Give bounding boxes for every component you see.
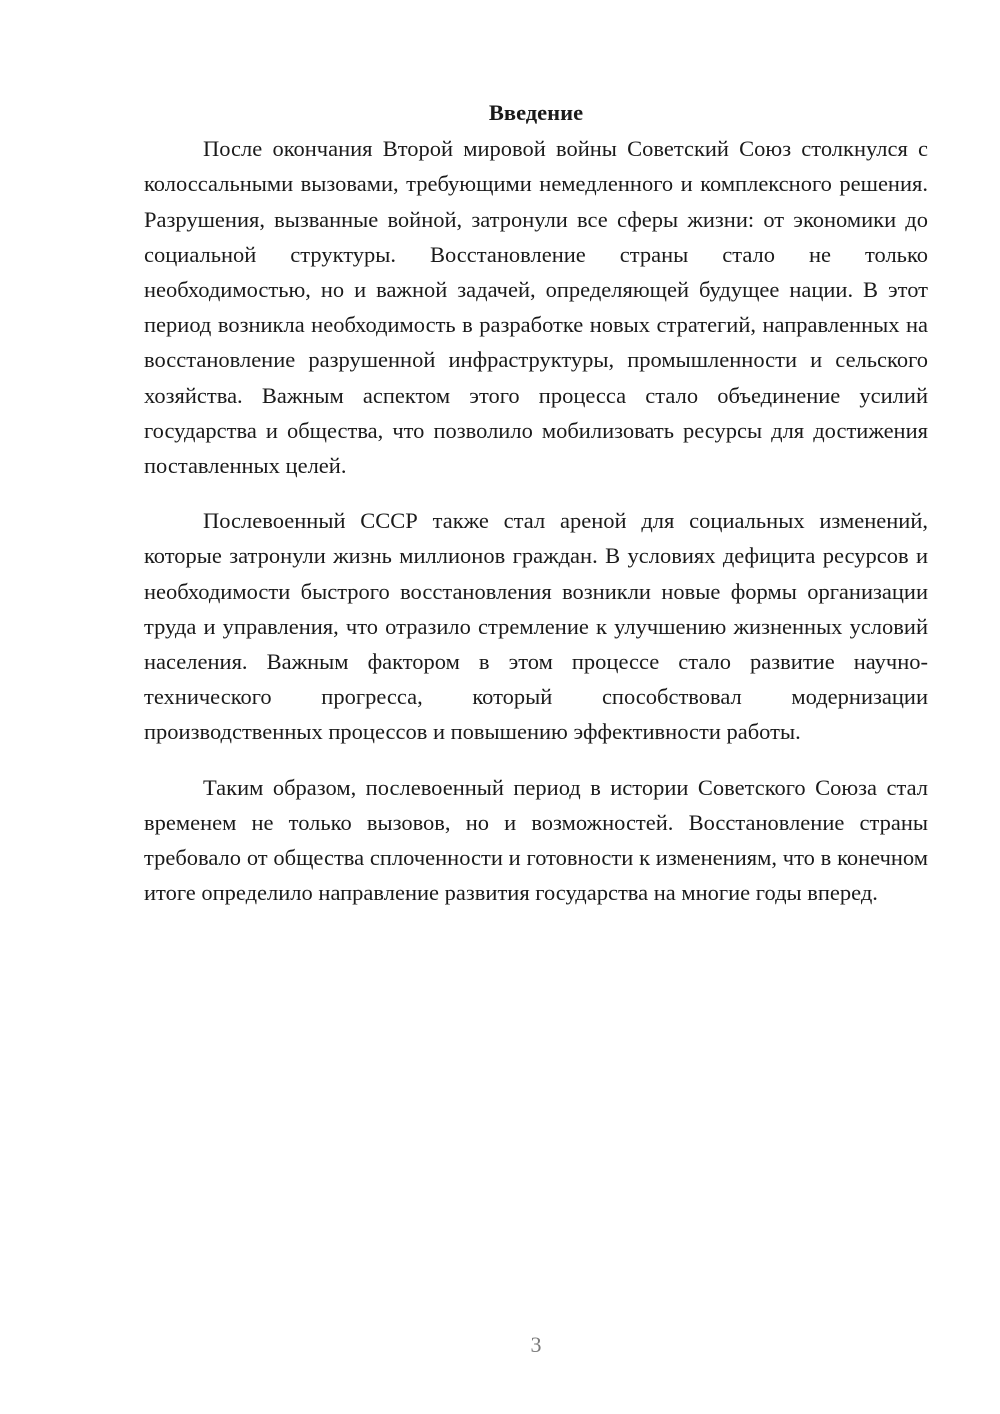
page-content: [144, 95, 928, 930]
paragraph-3: Таким образом, послевоенный период в истории Советского Союза стал временем не только вызовов, но и возможностей. Восстановление страны требовало от общества сплоченности и готовности к изменениям, что в конечном итоге определило направление развития государства на многие годы вперед.: [144, 774, 928, 906]
paragraph-1: После окончания Второй мировой войны Советский Союз столкнулся с колоссальными вызовами, требующими немедленного и комплексного решения. Разрушения, вызванные войной, затронули все сферы жизни: от экономики до социальной структуры. Восстановление страны стало не только необходимостью, но и важной задачей, определяющей будущее нации. В этот период возникла необходимость в разработке новых стратегий, направленных на восстановление разрушенной инфраструктуры, промышленности и сельского хозяйства. Важным аспектом этого процесса стало объединение усилий государства и общества, что позволило мобилизовать ресурсы для достижения поставленных целей.: [144, 136, 928, 479]
page-number: 3: [530, 1332, 542, 1357]
section-title: Введение: [488, 100, 584, 125]
paragraph-2: Послевоенный СССР также стал ареной для социальных изменений, которые затронули жизнь миллионов граждан. В условиях дефицита ресурсов и необходимости быстрого восстановления возникли новые формы организации труда и управления, что отразило стремление к улучшению жизненных условий населения. Важным фактором в этом процессе стало развитие научно-технического прогресса, который способствовал модернизации производственных процессов и повышению эффективности работы.: [144, 508, 928, 745]
